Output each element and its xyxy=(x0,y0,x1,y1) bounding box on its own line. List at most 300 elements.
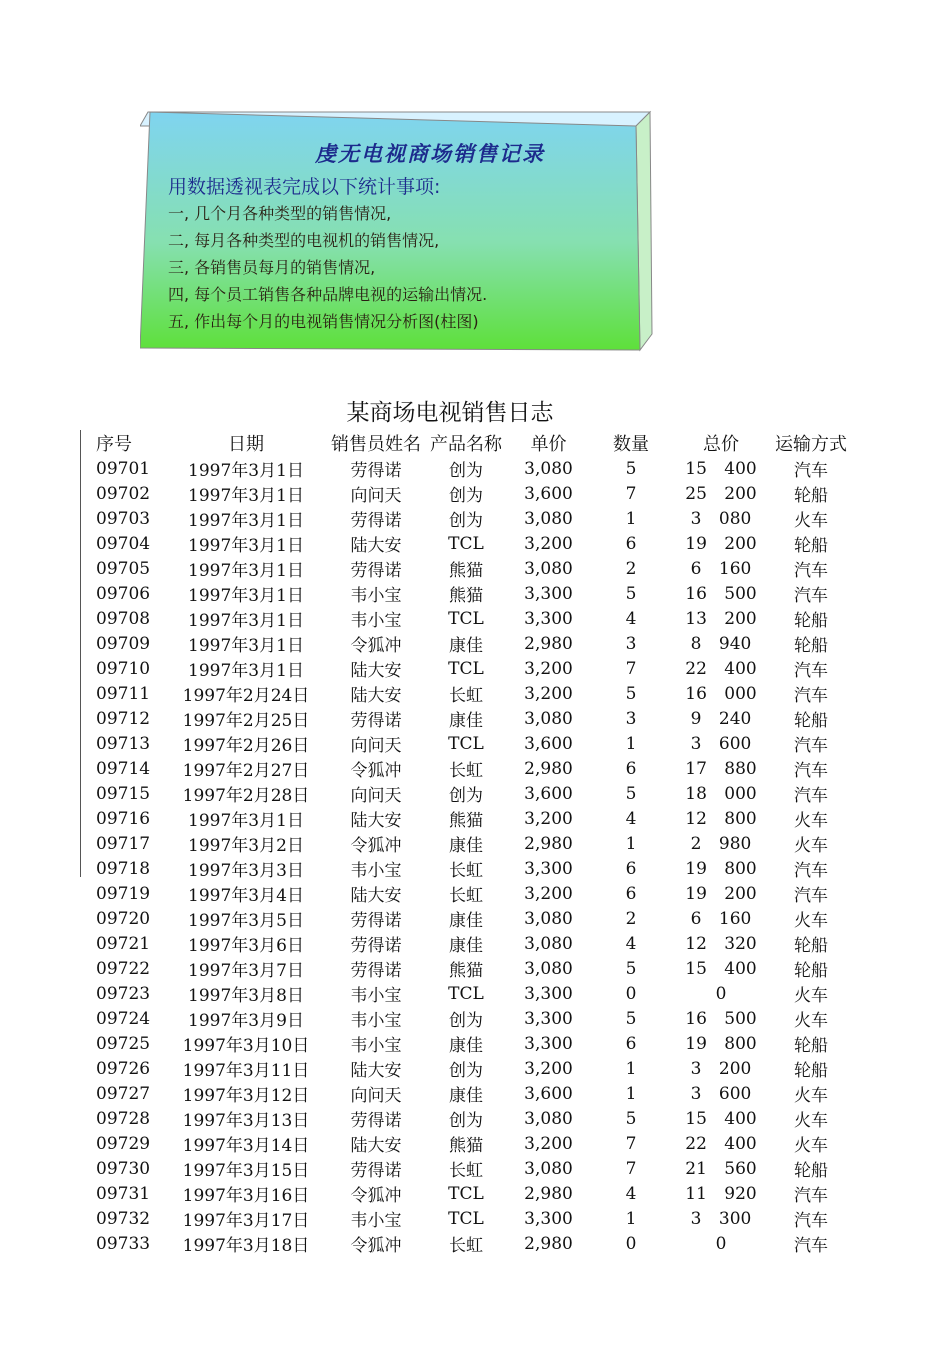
cell-salesperson: 向问天 xyxy=(350,486,402,506)
cell-product: 创为 xyxy=(449,1061,483,1081)
cell-date: 1997年3月14日 xyxy=(182,1136,310,1156)
cell-total: 21 560 xyxy=(685,1158,757,1179)
cell-shipping: 轮船 xyxy=(794,611,828,631)
cell-unit-price: 3,300 xyxy=(524,1033,573,1054)
cell-id: 09727 xyxy=(96,1083,151,1104)
cell-id: 09720 xyxy=(96,908,151,929)
cell-salesperson: 劳得诺 xyxy=(350,711,402,731)
cell-id: 09717 xyxy=(96,833,151,854)
cell-total: 2 980 xyxy=(690,833,752,854)
note-box-subtitle: 用数据透视表完成以下统计事项: xyxy=(168,176,441,198)
cell-unit-price: 3,080 xyxy=(524,708,573,729)
cell-total: 11 920 xyxy=(685,1183,757,1204)
cell-total: 0 xyxy=(715,983,727,1004)
table-body xyxy=(88,456,851,1256)
cell-id: 09732 xyxy=(96,1208,151,1229)
cell-product: 长虹 xyxy=(449,761,483,781)
cell-quantity: 7 xyxy=(625,1133,637,1154)
cell-quantity: 7 xyxy=(625,483,637,504)
cell-salesperson: 韦小宝 xyxy=(350,1011,402,1031)
table-row xyxy=(88,731,851,756)
cell-product: 康佳 xyxy=(449,911,483,931)
table-row xyxy=(88,1181,851,1206)
header-date: 日期 xyxy=(228,434,264,455)
cell-product: 熊猫 xyxy=(449,586,483,606)
cell-quantity: 6 xyxy=(625,883,637,904)
cell-date: 1997年3月1日 xyxy=(188,636,304,656)
table-row xyxy=(88,1056,851,1081)
table-row xyxy=(88,756,851,781)
cell-shipping: 轮船 xyxy=(794,536,828,556)
cell-quantity: 1 xyxy=(625,833,637,854)
cell-shipping: 汽车 xyxy=(794,736,828,756)
cell-salesperson: 陆大安 xyxy=(350,886,402,906)
table-row xyxy=(88,1131,851,1156)
cell-shipping: 轮船 xyxy=(794,486,828,506)
cell-total: 16 000 xyxy=(685,683,757,704)
cell-quantity: 1 xyxy=(625,1083,637,1104)
cell-id: 09701 xyxy=(96,458,151,479)
cell-salesperson: 韦小宝 xyxy=(350,611,402,631)
cell-quantity: 6 xyxy=(625,858,637,879)
cell-shipping: 轮船 xyxy=(794,711,828,731)
table-row xyxy=(88,656,851,681)
cell-id: 09724 xyxy=(96,1008,151,1029)
table-row xyxy=(88,531,851,556)
cell-unit-price: 2,980 xyxy=(524,1233,573,1254)
cell-id: 09719 xyxy=(96,883,151,904)
cell-salesperson: 韦小宝 xyxy=(350,861,402,881)
cell-quantity: 5 xyxy=(625,783,637,804)
cell-salesperson: 韦小宝 xyxy=(350,586,402,606)
cell-unit-price: 3,080 xyxy=(524,958,573,979)
cell-unit-price: 3,300 xyxy=(524,858,573,879)
table-row xyxy=(88,781,851,806)
cell-product: 创为 xyxy=(449,1011,483,1031)
cell-shipping: 汽车 xyxy=(794,786,828,806)
cell-date: 1997年2月25日 xyxy=(182,711,310,731)
cell-product: 康佳 xyxy=(449,1086,483,1106)
cell-total: 3 300 xyxy=(690,1208,752,1229)
cell-total: 19 800 xyxy=(685,1033,757,1054)
cell-unit-price: 3,300 xyxy=(524,608,573,629)
cell-quantity: 2 xyxy=(625,908,637,929)
cell-total: 15 400 xyxy=(685,458,757,479)
cell-id: 09708 xyxy=(96,608,151,629)
cell-date: 1997年3月1日 xyxy=(188,486,304,506)
cell-id: 09718 xyxy=(96,858,151,879)
cell-shipping: 汽车 xyxy=(794,461,828,481)
cell-product: 长虹 xyxy=(449,886,483,906)
cell-salesperson: 韦小宝 xyxy=(350,1036,402,1056)
table-row xyxy=(88,681,851,706)
cell-total: 13 200 xyxy=(685,608,757,629)
cell-id: 09712 xyxy=(96,708,151,729)
cell-date: 1997年3月16日 xyxy=(182,1186,310,1206)
cell-date: 1997年3月1日 xyxy=(188,586,304,606)
cell-unit-price: 3,080 xyxy=(524,458,573,479)
cell-date: 1997年3月1日 xyxy=(188,536,304,556)
cell-product: TCL xyxy=(448,658,484,679)
cell-quantity: 7 xyxy=(625,658,637,679)
cell-unit-price: 3,300 xyxy=(524,1008,573,1029)
cell-id: 09733 xyxy=(96,1233,151,1254)
cell-salesperson: 劳得诺 xyxy=(350,1111,402,1131)
cell-quantity: 5 xyxy=(625,958,637,979)
cell-shipping: 汽车 xyxy=(794,661,828,681)
note-box-task-list xyxy=(168,200,487,335)
cell-salesperson: 向问天 xyxy=(350,1086,402,1106)
cell-total: 3 200 xyxy=(690,1058,752,1079)
cell-unit-price: 3,200 xyxy=(524,808,573,829)
task-line: 四, 每个员工销售各种品牌电视的运输出情况. xyxy=(168,285,488,304)
cell-product: 康佳 xyxy=(449,836,483,856)
instruction-note-box xyxy=(140,108,656,353)
cell-salesperson: 劳得诺 xyxy=(350,461,402,481)
cell-unit-price: 3,080 xyxy=(524,908,573,929)
cell-unit-price: 3,200 xyxy=(524,1133,573,1154)
cell-quantity: 3 xyxy=(625,633,637,654)
cell-total: 12 800 xyxy=(685,808,757,829)
cell-date: 1997年3月1日 xyxy=(188,561,304,581)
cell-shipping: 汽车 xyxy=(794,1236,828,1256)
cell-quantity: 5 xyxy=(625,583,637,604)
cell-id: 09721 xyxy=(96,933,151,954)
cell-date: 1997年3月11日 xyxy=(182,1061,310,1081)
sales-log-title: 某商场电视销售日志 xyxy=(346,400,554,426)
cell-quantity: 5 xyxy=(625,1108,637,1129)
cell-total: 8 940 xyxy=(690,633,752,654)
cell-id: 09714 xyxy=(96,758,151,779)
cell-salesperson: 陆大安 xyxy=(350,536,402,556)
cell-date: 1997年2月28日 xyxy=(182,786,310,806)
cell-shipping: 火车 xyxy=(794,836,828,856)
cell-quantity: 7 xyxy=(625,1158,637,1179)
cell-total: 22 400 xyxy=(685,1133,757,1154)
cell-shipping: 汽车 xyxy=(794,586,828,606)
task-line: 一, 几个月各种类型的销售情况, xyxy=(168,204,392,223)
cell-total: 19 200 xyxy=(685,883,757,904)
cell-product: 康佳 xyxy=(449,936,483,956)
cell-unit-price: 2,980 xyxy=(524,633,573,654)
cell-shipping: 汽车 xyxy=(794,561,828,581)
cell-salesperson: 向问天 xyxy=(350,786,402,806)
cell-quantity: 4 xyxy=(625,808,637,829)
cell-quantity: 6 xyxy=(625,1033,637,1054)
cell-unit-price: 3,300 xyxy=(524,583,573,604)
cell-unit-price: 2,980 xyxy=(524,833,573,854)
cell-date: 1997年3月3日 xyxy=(188,861,304,881)
cell-product: 熊猫 xyxy=(449,1136,483,1156)
header-id: 序号 xyxy=(96,434,132,455)
table-row xyxy=(88,1031,851,1056)
table-row xyxy=(88,1081,851,1106)
cell-id: 09722 xyxy=(96,958,151,979)
cell-product: 长虹 xyxy=(449,861,483,881)
cell-id: 09702 xyxy=(96,483,151,504)
cell-id: 09726 xyxy=(96,1058,151,1079)
cell-total: 15 400 xyxy=(685,1108,757,1129)
cell-date: 1997年3月13日 xyxy=(182,1111,310,1131)
cell-product: 创为 xyxy=(449,461,483,481)
cell-salesperson: 令狐冲 xyxy=(350,836,402,856)
cell-id: 09713 xyxy=(96,733,151,754)
cell-date: 1997年2月24日 xyxy=(182,686,310,706)
cell-salesperson: 陆大安 xyxy=(350,1061,402,1081)
cell-product: 创为 xyxy=(449,1111,483,1131)
cell-quantity: 1 xyxy=(625,1208,637,1229)
cell-unit-price: 3,600 xyxy=(524,783,573,804)
cell-product: 熊猫 xyxy=(449,811,483,831)
cell-quantity: 4 xyxy=(625,1183,637,1204)
cell-total: 25 200 xyxy=(685,483,757,504)
cell-shipping: 火车 xyxy=(794,911,828,931)
table-row xyxy=(88,581,851,606)
cell-shipping: 轮船 xyxy=(794,636,828,656)
cell-unit-price: 3,600 xyxy=(524,1083,573,1104)
cell-salesperson: 劳得诺 xyxy=(350,561,402,581)
cell-quantity: 6 xyxy=(625,758,637,779)
cell-unit-price: 3,200 xyxy=(524,683,573,704)
cell-product: TCL xyxy=(448,608,484,629)
cell-shipping: 火车 xyxy=(794,1086,828,1106)
cell-salesperson: 劳得诺 xyxy=(350,961,402,981)
cell-date: 1997年3月12日 xyxy=(182,1086,310,1106)
cell-id: 09729 xyxy=(96,1133,151,1154)
cell-date: 1997年2月26日 xyxy=(182,736,310,756)
cell-salesperson: 韦小宝 xyxy=(350,986,402,1006)
cell-unit-price: 3,300 xyxy=(524,983,573,1004)
cell-salesperson: 令狐冲 xyxy=(350,761,402,781)
table-row xyxy=(88,1206,851,1231)
cell-id: 09723 xyxy=(96,983,151,1004)
cell-salesperson: 韦小宝 xyxy=(350,1211,402,1231)
cell-id: 09705 xyxy=(96,558,151,579)
cell-date: 1997年3月15日 xyxy=(182,1161,310,1181)
cell-date: 1997年3月2日 xyxy=(188,836,304,856)
cell-shipping: 汽车 xyxy=(794,886,828,906)
cell-shipping: 轮船 xyxy=(794,1061,828,1081)
table-row xyxy=(88,956,851,981)
cell-product: 长虹 xyxy=(449,686,483,706)
cell-id: 09715 xyxy=(96,783,151,804)
cell-unit-price: 3,300 xyxy=(524,1208,573,1229)
cell-product: 康佳 xyxy=(449,711,483,731)
cell-shipping: 火车 xyxy=(794,511,828,531)
cell-quantity: 0 xyxy=(625,983,637,1004)
cell-date: 1997年3月8日 xyxy=(188,986,304,1006)
table-row xyxy=(88,931,851,956)
cell-product: TCL xyxy=(448,1208,484,1229)
cell-total: 9 240 xyxy=(690,708,752,729)
cell-unit-price: 3,200 xyxy=(524,533,573,554)
table-row xyxy=(88,981,851,1006)
cell-quantity: 1 xyxy=(625,508,637,529)
cell-salesperson: 令狐冲 xyxy=(350,636,402,656)
cell-unit-price: 3,200 xyxy=(524,1058,573,1079)
cell-date: 1997年3月18日 xyxy=(182,1236,310,1256)
cell-total: 19 200 xyxy=(685,533,757,554)
cell-unit-price: 2,980 xyxy=(524,1183,573,1204)
cell-product: 长虹 xyxy=(449,1236,483,1256)
cell-unit-price: 3,200 xyxy=(524,883,573,904)
table-row xyxy=(88,1156,851,1181)
cell-shipping: 汽车 xyxy=(794,761,828,781)
cell-shipping: 汽车 xyxy=(794,686,828,706)
cell-total: 16 500 xyxy=(685,583,757,604)
cell-shipping: 火车 xyxy=(794,1011,828,1031)
cell-salesperson: 令狐冲 xyxy=(350,1236,402,1256)
table-row xyxy=(88,1006,851,1031)
cell-id: 09725 xyxy=(96,1033,151,1054)
cell-product: 熊猫 xyxy=(449,561,483,581)
header-total: 总价 xyxy=(703,434,739,455)
cell-date: 1997年3月6日 xyxy=(188,936,304,956)
header-shipping: 运输方式 xyxy=(775,434,847,455)
cell-unit-price: 3,080 xyxy=(524,508,573,529)
cell-total: 18 000 xyxy=(685,783,757,804)
table-row xyxy=(88,856,851,881)
cell-date: 1997年2月27日 xyxy=(182,761,310,781)
cell-product: 创为 xyxy=(449,786,483,806)
cell-total: 22 400 xyxy=(685,658,757,679)
cell-product: 熊猫 xyxy=(449,961,483,981)
cell-date: 1997年3月9日 xyxy=(188,1011,304,1031)
cell-date: 1997年3月1日 xyxy=(188,611,304,631)
cell-date: 1997年3月5日 xyxy=(188,911,304,931)
table-row xyxy=(88,456,851,481)
cell-product: TCL xyxy=(448,733,484,754)
table-row xyxy=(88,481,851,506)
cell-product: 创为 xyxy=(449,511,483,531)
cell-shipping: 火车 xyxy=(794,986,828,1006)
cell-salesperson: 劳得诺 xyxy=(350,911,402,931)
cell-shipping: 汽车 xyxy=(794,1186,828,1206)
cell-total: 15 400 xyxy=(685,958,757,979)
task-line: 五, 作出每个月的电视销售情况分析图(柱图) xyxy=(168,312,479,331)
cell-shipping: 轮船 xyxy=(794,1161,828,1181)
cell-salesperson: 劳得诺 xyxy=(350,511,402,531)
cell-quantity: 2 xyxy=(625,558,637,579)
cell-total: 3 600 xyxy=(690,1083,752,1104)
cell-salesperson: 劳得诺 xyxy=(350,936,402,956)
cell-product: 康佳 xyxy=(449,1036,483,1056)
cell-quantity: 4 xyxy=(625,933,637,954)
cell-quantity: 5 xyxy=(625,683,637,704)
cell-total: 6 160 xyxy=(690,558,752,579)
cell-total: 12 320 xyxy=(685,933,757,954)
table-header-row xyxy=(88,430,851,456)
table-row xyxy=(88,706,851,731)
task-line: 三, 各销售员每月的销售情况, xyxy=(168,258,376,277)
cell-unit-price: 3,600 xyxy=(524,483,573,504)
cell-unit-price: 2,980 xyxy=(524,758,573,779)
cell-total: 19 800 xyxy=(685,858,757,879)
cell-quantity: 1 xyxy=(625,1058,637,1079)
cell-total: 17 880 xyxy=(685,758,757,779)
cell-product: 康佳 xyxy=(449,636,483,656)
cell-quantity: 1 xyxy=(625,733,637,754)
cell-shipping: 轮船 xyxy=(794,1036,828,1056)
cell-unit-price: 3,080 xyxy=(524,1158,573,1179)
cell-shipping: 火车 xyxy=(794,1111,828,1131)
cell-salesperson: 陆大安 xyxy=(350,811,402,831)
cell-total: 16 500 xyxy=(685,1008,757,1029)
header-product: 产品名称 xyxy=(430,434,502,455)
cell-shipping: 汽车 xyxy=(794,1211,828,1231)
cell-total: 3 600 xyxy=(690,733,752,754)
cell-id: 09709 xyxy=(96,633,151,654)
cell-id: 09731 xyxy=(96,1183,151,1204)
cell-product: TCL xyxy=(448,983,484,1004)
header-salesperson: 销售员姓名 xyxy=(331,434,421,455)
table-row xyxy=(88,806,851,831)
cell-unit-price: 3,600 xyxy=(524,733,573,754)
cell-quantity: 4 xyxy=(625,608,637,629)
cell-unit-price: 3,200 xyxy=(524,658,573,679)
cell-shipping: 火车 xyxy=(794,811,828,831)
cell-total: 6 160 xyxy=(690,908,752,929)
left-border-line xyxy=(80,430,81,877)
cell-date: 1997年3月1日 xyxy=(188,461,304,481)
cell-date: 1997年3月1日 xyxy=(188,661,304,681)
cell-id: 09711 xyxy=(96,683,151,704)
cell-quantity: 0 xyxy=(625,1233,637,1254)
cell-shipping: 轮船 xyxy=(794,961,828,981)
cell-id: 09703 xyxy=(96,508,151,529)
table-row xyxy=(88,1106,851,1131)
header-unit-price: 单价 xyxy=(530,434,567,455)
cell-product: 长虹 xyxy=(449,1161,483,1181)
sales-log-table xyxy=(88,430,851,1256)
cell-salesperson: 劳得诺 xyxy=(350,1161,402,1181)
cell-salesperson: 陆大安 xyxy=(350,1136,402,1156)
cell-product: TCL xyxy=(448,533,484,554)
table-row xyxy=(88,506,851,531)
table-row xyxy=(88,606,851,631)
cell-id: 09716 xyxy=(96,808,151,829)
cell-unit-price: 3,080 xyxy=(524,933,573,954)
table-row xyxy=(88,881,851,906)
cell-date: 1997年3月1日 xyxy=(188,811,304,831)
cell-date: 1997年3月10日 xyxy=(182,1036,310,1056)
cell-salesperson: 陆大安 xyxy=(350,661,402,681)
cell-quantity: 3 xyxy=(625,708,637,729)
cell-date: 1997年3月4日 xyxy=(188,886,304,906)
cell-date: 1997年3月7日 xyxy=(188,961,304,981)
cell-id: 09704 xyxy=(96,533,151,554)
cell-salesperson: 陆大安 xyxy=(350,686,402,706)
cell-unit-price: 3,080 xyxy=(524,558,573,579)
table-row xyxy=(88,556,851,581)
cell-date: 1997年3月17日 xyxy=(182,1211,310,1231)
cell-shipping: 火车 xyxy=(794,1136,828,1156)
cell-total: 0 xyxy=(715,1233,727,1254)
cell-quantity: 5 xyxy=(625,1008,637,1029)
cell-product: 创为 xyxy=(449,486,483,506)
table-row xyxy=(88,1231,851,1256)
cell-shipping: 轮船 xyxy=(794,936,828,956)
cell-product: TCL xyxy=(448,1183,484,1204)
cell-total: 3 080 xyxy=(690,508,752,529)
table-row xyxy=(88,906,851,931)
table-row xyxy=(88,631,851,656)
cell-id: 09728 xyxy=(96,1108,151,1129)
cell-date: 1997年3月1日 xyxy=(188,511,304,531)
cell-id: 09706 xyxy=(96,583,151,604)
header-quantity: 数量 xyxy=(613,434,649,455)
cell-quantity: 6 xyxy=(625,533,637,554)
